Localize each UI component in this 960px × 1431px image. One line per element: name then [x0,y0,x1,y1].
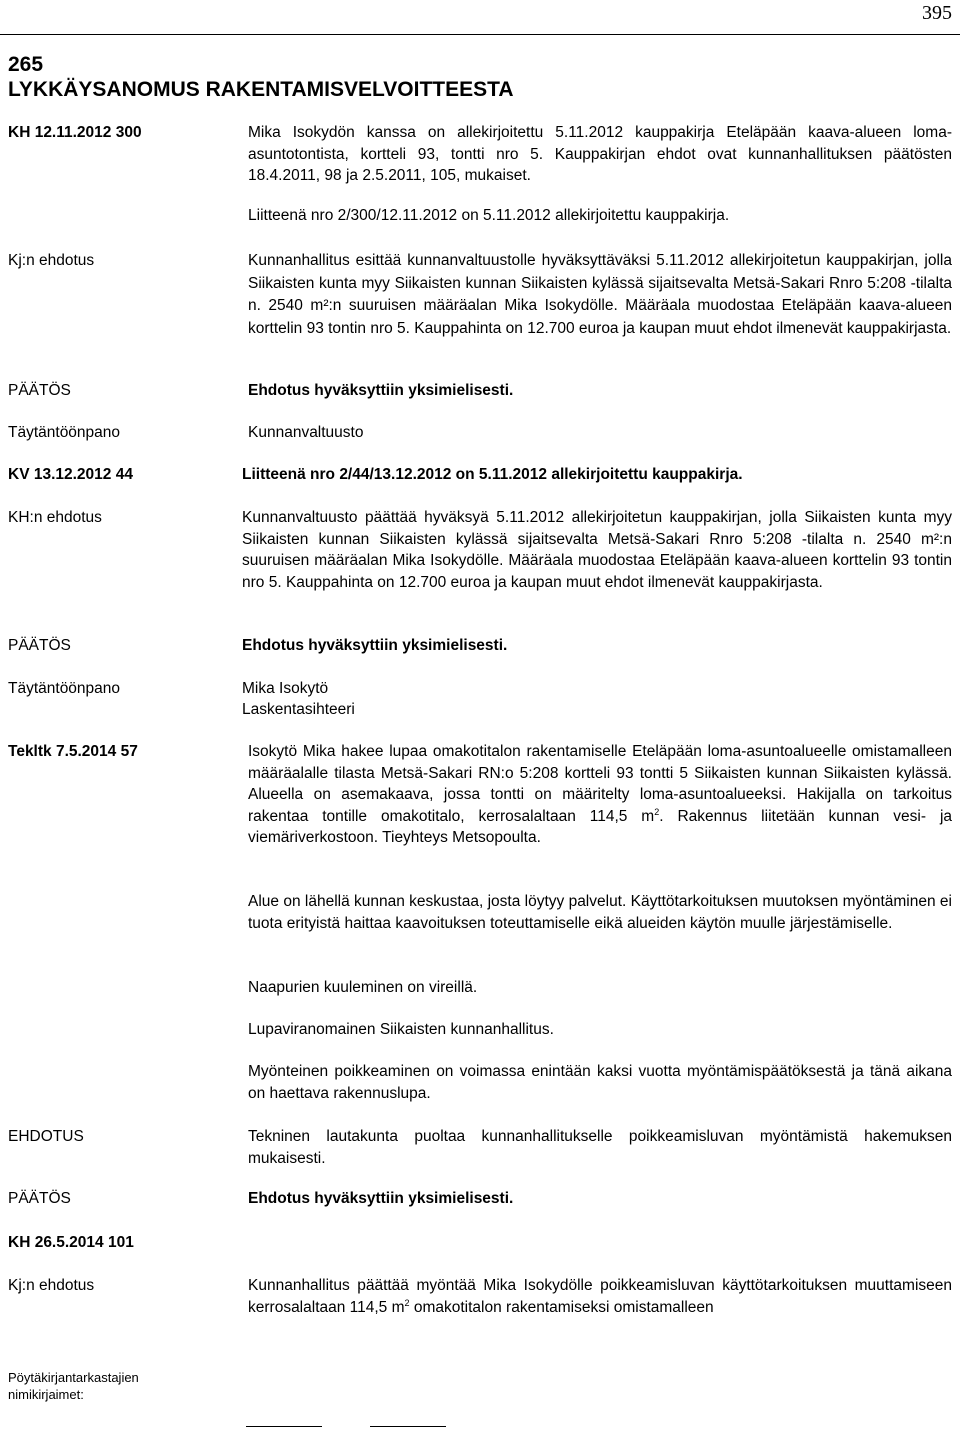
s2-decision: Ehdotus hyväksyttiin yksimielisesti. [242,637,508,654]
signature-line-2 [370,1426,446,1427]
footer-line-2: nimikirjaimet: [8,1387,84,1402]
s4-proposal-a: Kunnanhallitus päättää myöntää Mika Isokydölle poikkeamisluvan käyttötarkoituksen muuttamiseen kerrosalaltaan 114,5 m [248,1277,952,1316]
s2-proposal-label: KH:n ehdotus [8,509,102,526]
s3-paragraph-1 [248,741,952,849]
s3-paragraph-2: Alue on lähellä kunnan keskustaa, josta löytyy palvelut. Käyttötarkoituksen muutoksen myöntäminen ei tuota erityistä haittaa kaavoituksen toteuttamiselle eikä alueiden käytön muulle järjestämiselle. [248,893,952,932]
s1-attachment: Liitteenä nro 2/300/12.11.2012 on 5.11.2012 allekirjoitettu kauppakirja. [248,207,730,224]
s1-exec: Kunnanvaltuusto [248,424,364,441]
s1-proposal-label: Kj:n ehdotus [8,252,95,269]
s3-paragraph-3: Naapurien kuuleminen on vireillä. [248,979,478,996]
ref-kv-2012: KV 13.12.2012 44 [8,466,133,483]
footer-line-1: Pöytäkirjantarkastajien [8,1370,139,1385]
s3-proposal: Tekninen lautakunta puoltaa kunnanhallitukselle poikkeamisluvan myöntämistä hakemuksen mukaisesti. [248,1128,952,1167]
s2-exec-label: Täytäntöönpano [8,680,121,697]
s2-exec-recipient: Mika Isokytö [242,680,329,697]
s4-proposal-label: Kj:n ehdotus [8,1277,95,1294]
s1-exec-label: Täytäntöönpano [8,424,121,441]
s1-proposal: Kunnanhallitus esittää kunnanvaltuustolle hyväksyttäväksi 5.11.2012 allekirjoitetun kauppakirjan, jolla Siikaisten kunta myy Siikaisten kunnan Siikaisten kylässä sijaitsevalta Metsä-Sakari Rnro 5:208 -tilalta n. 2540 m²:n suuruisen määräalan Mika Isokydölle. Määräala muodostaa Eteläpään kaava-alueen korttelin 93 tontin nro 5. Kauppahinta on 12.700 euroa ja kaupan muut ehdot ilmenevät kauppakirjasta. [248,252,952,337]
s3-proposal-label: EHDOTUS [8,1128,84,1145]
s4-proposal [248,1275,952,1318]
ref-tekltk-2014: Tekltk 7.5.2014 57 [8,743,138,760]
s3-paragraph-4: Lupaviranomainen Siikaisten kunnanhallitus. [248,1021,554,1038]
header-rule [0,34,960,35]
section-number: 265 [8,53,44,76]
s1-intro: Mika Isokydön kanssa on allekirjoitettu 5.11.2012 kauppakirja Eteläpään kaava-alueen loma-asuntotontista, kortteli 93, tontti nro 5. Kauppakirjan ehdot ovat kunnanhallituksen päätösten 18.4.2011, 98 ja 2.5.2011, 105, mukaiset. [248,124,952,184]
s3-paragraph-5: Myönteinen poikkeaminen on voimassa enintään kaksi vuotta myöntämispäätöksestä ja tänä aikana on haettava rakennuslupa. [248,1063,952,1102]
page-number: 395 [922,2,952,24]
ref-kh-2012: KH 12.11.2012 300 [8,124,142,141]
s2-proposal: Kunnanvaltuusto päättää hyväksyä 5.11.2012 allekirjoitetun kauppakirjan, jolla Siikaisten kunta myy Siikaisten kunnan Siikaisten kylässä sijaitsevalta Metsä-Sakari Rnro 5:208 -tilalta n. 2540 m²:n suuruisen määräalan Mika Isokydölle. Määräala muodostaa Eteläpään kaava-alueen korttelin 93 tontin nro 5. Kauppahinta on 12.700 euroa ja kaupan muut ehdot ilmenevät kauppakirjasta. [242,509,952,591]
signature-line-1 [246,1426,322,1427]
s4-proposal-b: omakotitalon rakentamiseksi omistamalleen [409,1298,714,1316]
ref-kh-2014: KH 26.5.2014 101 [8,1234,134,1251]
s3-p1-sup: 2 [654,806,660,817]
s3-p1-b: . Rakennus liitetään kunnan vesi- ja viemäriverkostoon. Tieyhteys Metsopoulta. [248,807,953,846]
s4-proposal-sup: 2 [404,1297,410,1308]
footer-initials-label [8,1369,139,1403]
s2-decision-label: PÄÄTÖS [8,637,71,654]
s3-decision: Ehdotus hyväksyttiin yksimielisesti. [248,1190,514,1207]
s3-decision-label: PÄÄTÖS [8,1190,71,1207]
s1-decision-label: PÄÄTÖS [8,382,71,399]
s2-attachment-text: Liitteenä nro 2/44/13.12.2012 on 5.11.2012 allekirjoitettu kauppakirja. [242,466,743,483]
s3-p1-a: Isokytö Mika hakee lupaa omakotitalon rakentamiselle Eteläpään loma-asuntoalueelle omistamalleen määräalalle tilasta Metsä-Sakari RN:o 5:208 kortteli 93 tontti 5 Siikaisten kunnan Siikaisten kylässä. Alueella on asemakaava, jossa tontti on määritelty loma-asuntoalueeksi. Hakijalla on tarkoitus rakentaa tontille omakotitalo, kerrosalaltaan 114,5 m [248,743,952,825]
section-title: LYKKÄYSANOMUS RAKENTAMISVELVOITTEESTA [8,78,514,101]
s2-attachment [242,464,952,486]
s2-exec-recipient-2: Laskentasihteeri [242,701,355,718]
s1-decision: Ehdotus hyväksyttiin yksimielisesti. [248,382,514,399]
